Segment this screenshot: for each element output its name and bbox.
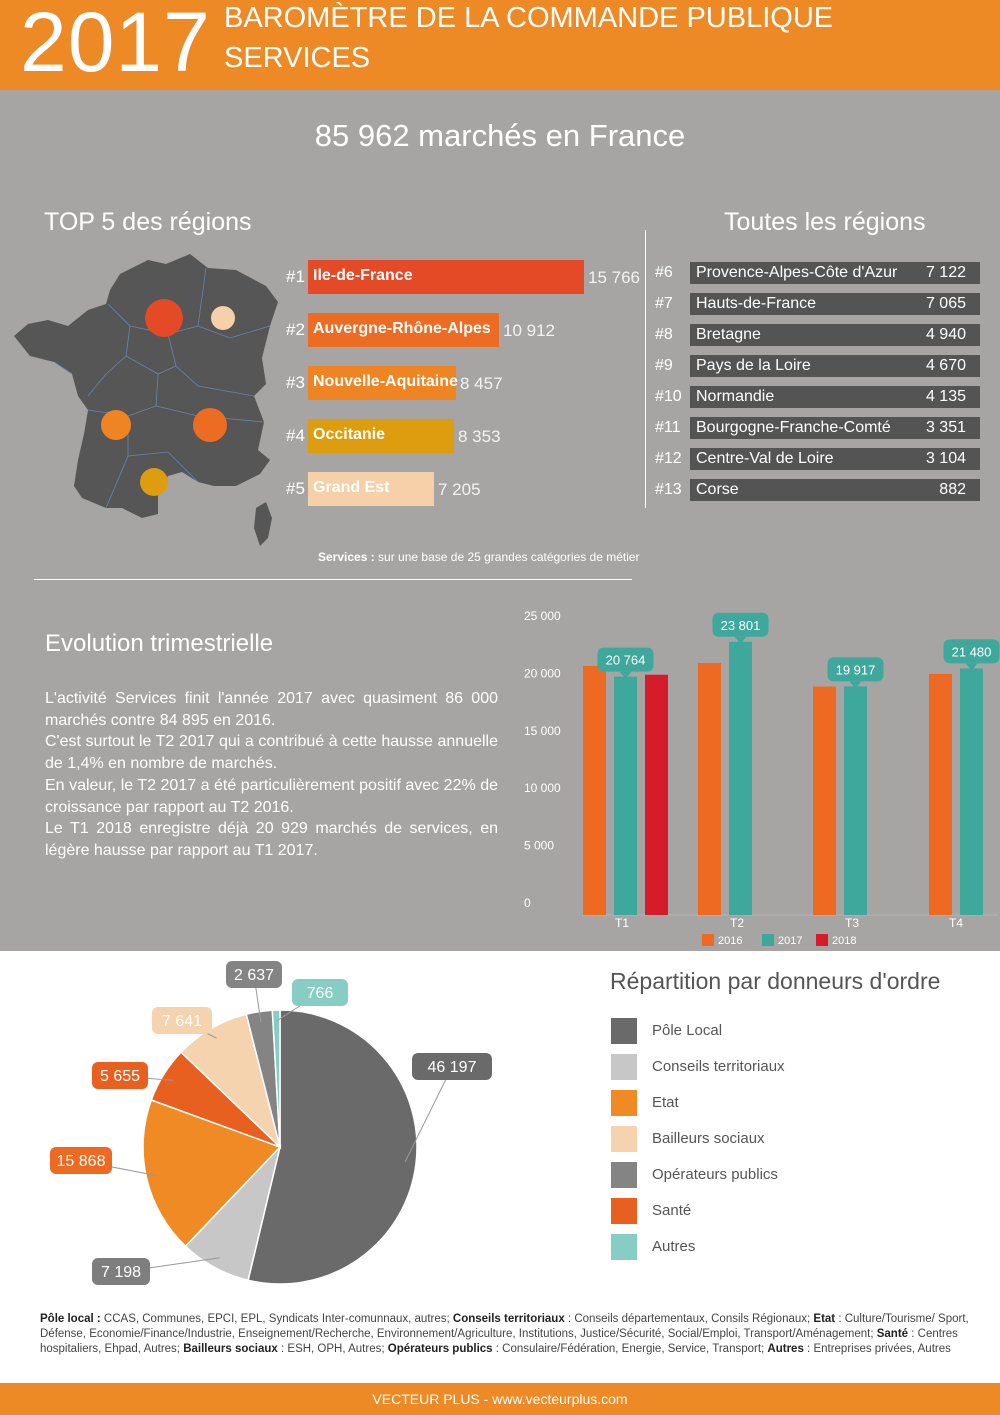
pie-callout-label: 7 198 [100, 1264, 142, 1281]
legend-label: Bailleurs sociaux [652, 1130, 765, 1147]
region-name: Provence-Alpes-Côte d'Azur [696, 264, 898, 281]
callout-T2 [713, 613, 769, 644]
legend-swatch [611, 1162, 637, 1188]
region-value: 4 670 [925, 357, 966, 374]
legend-label: 2018 [832, 935, 857, 947]
top5-bar: Auvergne-Rhône-Alpes [308, 313, 499, 347]
region-value: 3 104 [925, 450, 966, 467]
total-markets: 85 962 marchés en France [314, 118, 686, 153]
evolution-paragraph-3: En valeur, le T2 2017 a été particulièrement positif avec 22% de croissance par rapport au T2 2016. [45, 776, 498, 816]
divider-vertical [645, 230, 646, 508]
map-dot-auvergne-rhone-alpes [193, 408, 227, 442]
services-note: Services : sur une base de 25 grandes catégories de métier [318, 550, 640, 564]
legend-label: Santé [652, 1202, 692, 1219]
bar-2017-T3 [844, 686, 867, 915]
footnotes: Pôle local : CCAS, Communes, EPCI, EPL, Syndicats Inter-comunnaux, autres; Conseils territoriaux : Conseils départementaux, Consils Régionaux; Etat : Culture/Tourisme/ Sport, Défense, Economie/Finance/Industrie, Enseignement/Recherche, Environnement/Agriculture, Institutions, Justice/Sécurité, Social/Emploi, Transport/Aménagement; Santé : Centres hospitaliers, Ehpad, Autres; Bailleurs sociaux : ESH, OPH, Autres; Opérateurs publics : Consulaire/Fédération, Energie, Service, Transport; Autres : Entreprises privées, Autres [40, 1313, 969, 1355]
france-map [8, 246, 298, 556]
top5-rank: #1 [286, 267, 305, 286]
x-tick-label: T2 [729, 916, 745, 930]
region-value: 7 122 [925, 264, 966, 281]
map-dot-nouvelle-aquitaine [101, 410, 131, 440]
top5-value: 8 353 [458, 427, 501, 446]
y-tick-label: 15 000 [524, 723, 561, 738]
legend-label: 2016 [718, 935, 743, 947]
legend-label: Autres [652, 1238, 696, 1255]
legend-label: Opérateurs publics [652, 1166, 778, 1183]
x-tick-label: T4 [948, 916, 964, 930]
region-name: Normandie [696, 388, 775, 405]
page-title: BAROMÈTRE DE LA COMMANDE PUBLIQUE [224, 2, 834, 34]
legend-swatch [611, 1198, 637, 1224]
legend-label: 2017 [778, 935, 803, 947]
top5-value: 7 205 [438, 480, 481, 499]
bar-2018-T1 [645, 675, 668, 915]
top5-rank: #2 [286, 320, 305, 339]
region-name: Centre-Val de Loire [696, 450, 834, 467]
top5-rank: #3 [286, 373, 305, 392]
map-dot-occitanie [140, 468, 168, 496]
map-dot-ile-de-france [145, 299, 183, 337]
y-tick-label: 20 000 [524, 666, 561, 681]
bar-2017-T2 [729, 642, 752, 915]
evolution-paragraph-4: Le T1 2018 enregistre déjà 20 929 marchés de services, en légère hausse par rapport au T1 2017. [45, 820, 498, 859]
region-row [690, 293, 980, 315]
region-row [690, 262, 980, 284]
bar-2017-T1 [614, 677, 637, 915]
region-row [690, 386, 980, 408]
top5-value: 8 457 [460, 374, 503, 393]
bar-2016-T1 [583, 666, 606, 915]
pie-callout [50, 1147, 112, 1174]
top5-value: 15 766 [588, 268, 640, 287]
legend-label: Etat [652, 1094, 679, 1111]
pie-callout-label: 46 197 [427, 1059, 477, 1076]
year-title: 2017 [20, 0, 211, 89]
callout-T3 [828, 657, 884, 688]
x-tick-label: T3 [844, 916, 860, 930]
pie-callout-label: 766 [306, 985, 334, 1002]
region-value: 882 [939, 481, 966, 498]
pie-callout [226, 961, 282, 988]
region-rank: #6 [655, 264, 673, 281]
legend-swatch [611, 1234, 637, 1260]
region-name: Pays de la Loire [696, 357, 811, 374]
region-row [690, 448, 980, 470]
evolution-paragraph-2: C'est surtout le T2 2017 qui a contribué à cette hausse annuelle de 1,4% en nombre de marchés. [45, 733, 498, 773]
legend-swatch-2017 [762, 934, 774, 946]
bar-2016-T3 [813, 687, 836, 915]
callout-label: 19 917 [835, 662, 876, 678]
pie-callout [292, 979, 348, 1006]
region-value: 3 351 [925, 419, 966, 436]
region-name: Bretagne [696, 326, 761, 343]
callout-label: 20 764 [605, 652, 646, 668]
top5-bar: Grand Est [308, 472, 434, 506]
pie-callout-label: 15 868 [56, 1153, 106, 1170]
pie-title: Répartition par donneurs d'ordre [610, 968, 941, 994]
map-dot-grand-est [211, 306, 235, 330]
legend-swatch [611, 1090, 637, 1116]
region-value: 4 135 [925, 388, 966, 405]
top5-bar: Ile-de-France [308, 260, 584, 294]
footer[interactable]: VECTEUR PLUS - www.vecteurplus.com [0, 1383, 1000, 1415]
top5-rank: #4 [286, 426, 305, 445]
pie-callout [92, 1258, 150, 1285]
region-rank: #12 [655, 450, 682, 467]
callout-label: 21 480 [951, 644, 992, 660]
region-rank: #9 [655, 357, 673, 374]
pie-callout [92, 1062, 148, 1089]
pie-chart [0, 951, 600, 1311]
region-name: Hauts-de-France [696, 295, 817, 312]
region-rank: #7 [655, 295, 673, 312]
region-rank: #10 [655, 388, 682, 405]
callout-T4 [944, 639, 1000, 670]
evolution-title: Evolution trimestrielle [45, 630, 274, 657]
region-row [690, 324, 980, 346]
pie-callout [152, 1007, 212, 1034]
y-tick-label: 0 [524, 896, 531, 910]
region-row [690, 479, 980, 501]
x-tick-label: T1 [614, 916, 630, 930]
evolution-paragraph-1: L'activité Services finit l'année 2017 avec quasiment 86 000 marchés contre 84 895 en 2016. [45, 690, 498, 729]
region-name: Bourgogne-Franche-Comté [696, 419, 891, 436]
legend-swatch [611, 1126, 637, 1152]
pie-callout-label: 5 655 [99, 1068, 141, 1085]
top5-value: 10 912 [503, 321, 555, 340]
top5-bar: Occitanie [308, 419, 454, 453]
top5-rank: #5 [286, 479, 305, 498]
bar-2017-T4 [960, 668, 983, 915]
region-name: Corse [696, 481, 739, 498]
region-value: 7 065 [925, 295, 966, 312]
evolution-text [45, 688, 498, 862]
region-value: 4 940 [925, 326, 966, 343]
legend-label: Conseils territoriaux [652, 1058, 785, 1075]
legend-label: Pôle Local [652, 1022, 723, 1039]
bar-2016-T2 [698, 663, 721, 915]
quarterly-bar-chart [500, 590, 1000, 952]
legend-swatch [611, 1018, 637, 1044]
top5-bar: Nouvelle-Aquitaine [308, 366, 456, 400]
region-row [690, 355, 980, 377]
y-tick-label: 10 000 [524, 781, 561, 796]
legend-swatch [611, 1054, 637, 1080]
y-tick-label: 25 000 [524, 609, 561, 623]
legend-swatch-2018 [816, 934, 828, 946]
pie-callout-label: 2 637 [233, 967, 275, 984]
divider-horizontal [34, 579, 632, 580]
region-row [690, 417, 980, 439]
pie-callout [412, 1053, 492, 1080]
all-regions-title: Toutes les régions [724, 208, 926, 236]
region-rank: #8 [655, 326, 673, 343]
legend-swatch-2016 [702, 934, 714, 946]
bar-2016-T4 [929, 674, 952, 915]
page-subtitle: SERVICES [224, 42, 371, 74]
y-tick-label: 5 000 [524, 838, 555, 853]
region-rank: #11 [655, 419, 681, 436]
top5-title: TOP 5 des régions [44, 208, 252, 236]
pie-callout-label: 7 641 [161, 1013, 203, 1030]
callout-label: 23 801 [720, 617, 761, 633]
region-rank: #13 [655, 481, 682, 498]
